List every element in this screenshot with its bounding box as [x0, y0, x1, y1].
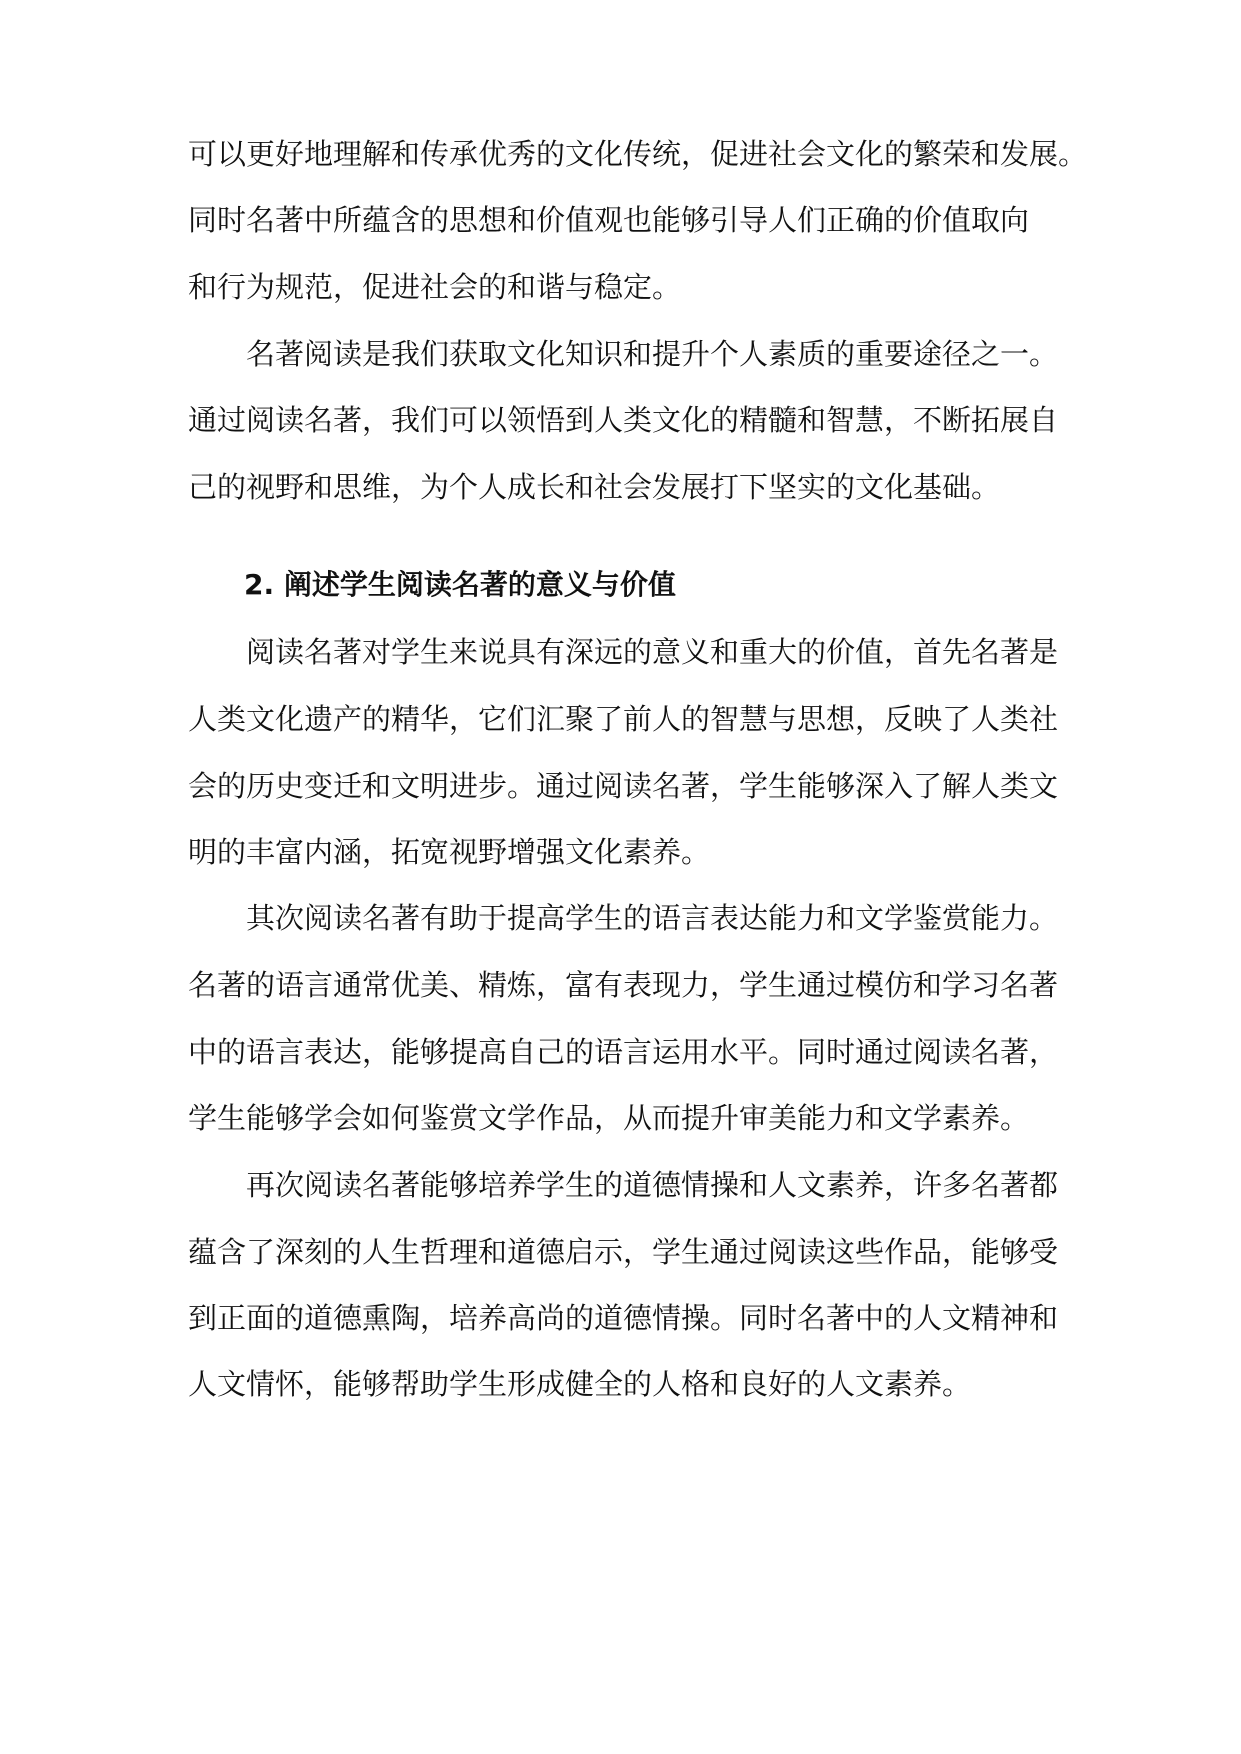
text-line: 到正面的道德熏陶，培养高尚的道德情操。同时名著中的人文精神和 — [188, 1301, 1059, 1335]
text-line: 可以更好地理解和传承优秀的文化传统，促进社会文化的繁荣和发展。 — [188, 137, 1088, 171]
text-line: 其次阅读名著有助于提高学生的语言表达能力和文学鉴赏能力。 — [246, 901, 1059, 935]
text-line: 中的语言表达，能够提高自己的语言运用水平。同时通过阅读名著， — [188, 1035, 1059, 1069]
text-line: 明的丰富内涵，拓宽视野增强文化素养。 — [188, 835, 711, 869]
text-line: 阅读名著对学生来说具有深远的意义和重大的价值，首先名著是 — [246, 635, 1059, 669]
text-line: 蕴含了深刻的人生哲理和道德启示，学生通过阅读这些作品，能够受 — [188, 1235, 1059, 1269]
text-line: 通过阅读名著，我们可以领悟到人类文化的精髓和智慧，不断拓展自 — [188, 403, 1059, 437]
text-line: 再次阅读名著能够培养学生的道德情操和人文素养，许多名著都 — [246, 1168, 1059, 1202]
text-line: 同时名著中所蕴含的思想和价值观也能够引导人们正确的价值取向 — [188, 203, 1030, 237]
text-line: 人类文化遗产的精华，它们汇聚了前人的智慧与思想，反映了人类社 — [188, 702, 1059, 736]
text-line: 名著的语言通常优美、精炼，富有表现力，学生通过模仿和学习名著 — [188, 968, 1059, 1002]
text-line: 和行为规范，促进社会的和谐与稳定。 — [188, 270, 682, 304]
section-heading: 2. 阐述学生阅读名著的意义与价值 — [244, 568, 676, 601]
text-line: 人文情怀，能够帮助学生形成健全的人格和良好的人文素养。 — [188, 1367, 972, 1401]
text-line: 己的视野和思维，为个人成长和社会发展打下坚实的文化基础。 — [188, 470, 1001, 504]
text-line: 名著阅读是我们获取文化知识和提升个人素质的重要途径之一。 — [246, 337, 1059, 371]
text-line: 会的历史变迁和文明进步。通过阅读名著，学生能够深入了解人类文 — [188, 769, 1059, 803]
text-line: 学生能够学会如何鉴赏文学作品，从而提升审美能力和文学素养。 — [188, 1101, 1030, 1135]
